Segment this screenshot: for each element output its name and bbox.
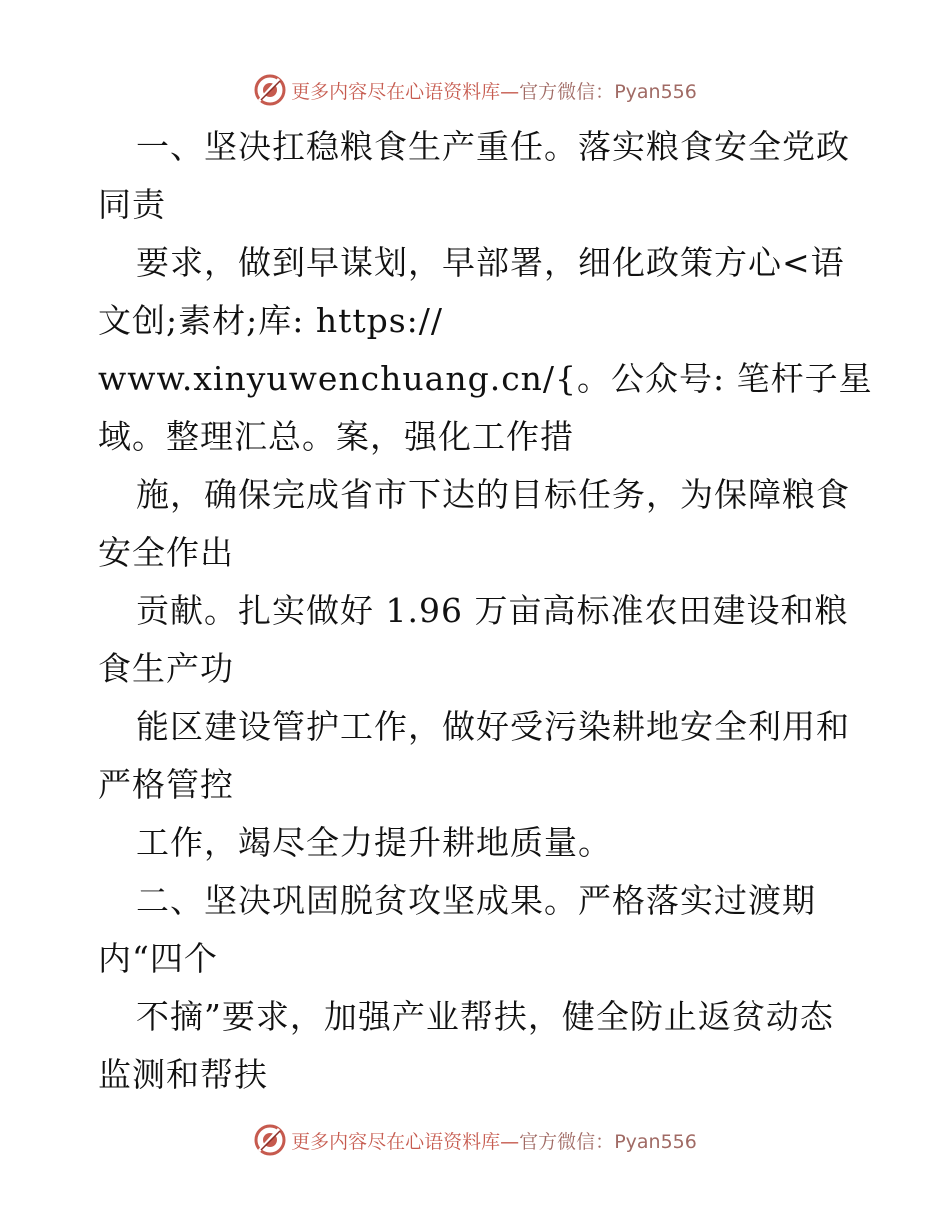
text-line: 食生产功 bbox=[98, 649, 234, 688]
text-line: 严格管控 bbox=[98, 765, 234, 804]
text-line: 要求，做到早谋划，早部署，细化政策方心<语 bbox=[136, 243, 845, 282]
brand-logo-icon bbox=[253, 1123, 287, 1157]
watermark-wechat-id: Pyan556 bbox=[614, 80, 697, 103]
watermark-wechat-id: Pyan556 bbox=[614, 1130, 697, 1153]
footer-watermark bbox=[0, 1120, 950, 1160]
text-line: www.xinyuwenchuang.cn/{。公众号: 笔杆子星 bbox=[98, 359, 873, 398]
text-line: 施，确保完成省市下达的目标任务，为保障粮食 bbox=[136, 475, 850, 514]
brand-logo-icon bbox=[253, 73, 287, 107]
text-line: 贡献。扎实做好 1.96 万亩高标准农田建设和粮 bbox=[136, 591, 849, 630]
text-line: 二、坚决巩固脱贫攻坚成果。严格落实过渡期 bbox=[136, 881, 816, 920]
text-line: 文创;素材;库: https:// bbox=[98, 301, 444, 340]
watermark-separator: — bbox=[500, 1130, 520, 1153]
text-line: 安全作出 bbox=[98, 533, 234, 572]
text-line: 不摘”要求，加强产业帮扶，健全防止返贫动态 bbox=[136, 997, 834, 1036]
document-body bbox=[98, 118, 873, 1104]
text-line: 能区建设管护工作，做好受污染耕地安全利用和 bbox=[136, 707, 850, 746]
text-line: 同责 bbox=[98, 185, 166, 224]
text-line: 域。整理汇总。案，强化工作措 bbox=[98, 417, 574, 456]
text-line: 一、坚决扛稳粮食生产重任。落实粮食安全党政 bbox=[136, 127, 850, 166]
watermark-brand: 更多内容尽在心语资料库 bbox=[291, 80, 501, 103]
text-line: 工作，竭尽全力提升耕地质量。 bbox=[136, 823, 612, 862]
text-line: 内“四个 bbox=[98, 939, 218, 978]
text-line: 监测和帮扶 bbox=[98, 1055, 268, 1094]
watermark-wechat-label: 官方微信： bbox=[519, 1130, 615, 1153]
watermark-brand: 更多内容尽在心语资料库 bbox=[291, 1130, 501, 1153]
header-watermark bbox=[0, 70, 950, 110]
watermark-separator: — bbox=[500, 80, 520, 103]
watermark-wechat-label: 官方微信： bbox=[519, 80, 615, 103]
